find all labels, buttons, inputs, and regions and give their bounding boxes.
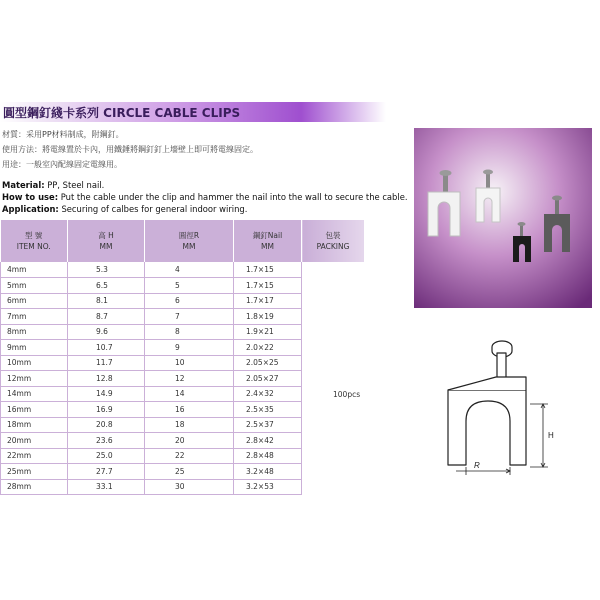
height-cell: 14.9 [68, 386, 145, 402]
height-cell: 10.7 [68, 340, 145, 356]
nail-cell: 2.05×25 [234, 355, 302, 371]
nail-cell: 2.5×35 [234, 402, 302, 418]
item-no-cell: 14mm [1, 386, 68, 402]
height-cell: 23.6 [68, 433, 145, 449]
radius-cell: 18 [145, 417, 234, 433]
application-label: Application: [2, 204, 59, 214]
height-cell: 33.1 [68, 479, 145, 495]
radius-cell: 25 [145, 464, 234, 480]
item-no-cell: 28mm [1, 479, 68, 495]
how-to-use-line [2, 192, 408, 202]
item-no-cell: 9mm [1, 340, 68, 356]
application-cn: 用途：一般室內配線固定電線用。 [2, 160, 122, 169]
table-row [1, 433, 365, 449]
usage-cn: 使用方法：將電線置於卡內，用鐵錘將鋼釘釘上墻壁上即可將電線固定。 [2, 145, 258, 154]
nail-cell: 1.7×17 [234, 293, 302, 309]
packing-cell [302, 355, 365, 371]
item-no-cell: 6mm [1, 293, 68, 309]
radius-cell: 6 [145, 293, 234, 309]
nail-cell: 3.2×53 [234, 479, 302, 495]
height-cell: 5.3 [68, 262, 145, 278]
table-row [1, 293, 365, 309]
nail-cell: 2.0×22 [234, 340, 302, 356]
item-no-cell: 18mm [1, 417, 68, 433]
item-no-cell: 25mm [1, 464, 68, 480]
nail-cell: 1.7×15 [234, 278, 302, 294]
material-line [2, 180, 104, 190]
r-label: R [474, 461, 480, 470]
height-cell: 8.7 [68, 309, 145, 325]
nail-cell: 3.2×48 [234, 464, 302, 480]
height-cell: 9.6 [68, 324, 145, 340]
item-no-cell: 12mm [1, 371, 68, 387]
header-packing: 包裝 PACKING [302, 220, 365, 262]
table-row [1, 371, 365, 387]
radius-cell: 9 [145, 340, 234, 356]
packing-cell [302, 371, 365, 387]
packing-cell [302, 262, 365, 278]
height-cell: 6.5 [68, 278, 145, 294]
table-row [1, 417, 365, 433]
product-photo [414, 128, 592, 308]
radius-cell: 14 [145, 386, 234, 402]
packing-cell [302, 402, 365, 418]
clip-diagram [430, 335, 560, 485]
item-no-cell: 16mm [1, 402, 68, 418]
header-height: 高 H MM [68, 220, 145, 262]
radius-cell: 8 [145, 324, 234, 340]
nail-cell: 1.8×19 [234, 309, 302, 325]
table-row [1, 355, 365, 371]
application-line [2, 204, 247, 214]
table-row [1, 464, 365, 480]
table-row [1, 386, 365, 402]
item-no-cell: 20mm [1, 433, 68, 449]
packing-cell [302, 324, 365, 340]
radius-cell: 10 [145, 355, 234, 371]
height-cell: 25.0 [68, 448, 145, 464]
radius-cell: 20 [145, 433, 234, 449]
nail-cell: 1.9×21 [234, 324, 302, 340]
packing-cell [302, 479, 365, 495]
packing-cell [302, 464, 365, 480]
table-row [1, 402, 365, 418]
how-to-use-text: Put the cable under the clip and hammer the nail into the wall to secure the cable. [58, 192, 408, 202]
nail-cell: 2.05×27 [234, 371, 302, 387]
nail-cell: 2.8×42 [234, 433, 302, 449]
title-bar [0, 102, 386, 122]
height-cell: 11.7 [68, 355, 145, 371]
table-row [1, 340, 365, 356]
spec-table [0, 220, 365, 495]
nail-cell: 2.5×37 [234, 417, 302, 433]
item-no-cell: 4mm [1, 262, 68, 278]
radius-cell: 16 [145, 402, 234, 418]
header-item-no: 型 號 ITEM NO. [1, 220, 68, 262]
table-row [1, 309, 365, 325]
material-text: PP, Steel nail. [44, 180, 105, 190]
height-cell: 8.1 [68, 293, 145, 309]
page-title: 圓型鋼釘綫卡系列 CIRCLE CABLE CLIPS [3, 106, 241, 120]
packing-cell [302, 278, 365, 294]
height-cell: 27.7 [68, 464, 145, 480]
packing-value: 100pcs [333, 390, 361, 399]
packing-cell [302, 433, 365, 449]
radius-cell: 30 [145, 479, 234, 495]
spec-table-body [1, 262, 365, 495]
item-no-cell: 8mm [1, 324, 68, 340]
nail-cell: 2.8×48 [234, 448, 302, 464]
radius-cell: 12 [145, 371, 234, 387]
item-no-cell: 22mm [1, 448, 68, 464]
radius-cell: 4 [145, 262, 234, 278]
height-cell: 16.9 [68, 402, 145, 418]
radius-cell: 5 [145, 278, 234, 294]
material-label: Material: [2, 180, 45, 190]
item-no-cell: 7mm [1, 309, 68, 325]
material-cn: 材質：采用PP材料制成，附鋼釘。 [2, 130, 124, 139]
header-nail: 鋼釘Nail MM [234, 220, 302, 262]
packing-cell [302, 448, 365, 464]
item-no-cell: 10mm [1, 355, 68, 371]
table-row [1, 324, 365, 340]
table-row [1, 448, 365, 464]
header-radius: 圓徑R MM [145, 220, 234, 262]
packing-cell [302, 340, 365, 356]
height-cell: 12.8 [68, 371, 145, 387]
table-header-row [1, 220, 365, 262]
how-to-use-label: How to use: [2, 192, 59, 202]
table-row [1, 479, 365, 495]
nail-cell: 1.7×15 [234, 262, 302, 278]
radius-cell: 22 [145, 448, 234, 464]
packing-cell [302, 293, 365, 309]
item-no-cell: 5mm [1, 278, 68, 294]
table-row [1, 278, 365, 294]
height-cell: 20.8 [68, 417, 145, 433]
application-text: Securing of calbes for general indoor wiring. [58, 204, 248, 214]
nail-cell: 2.4×32 [234, 386, 302, 402]
table-row [1, 262, 365, 278]
radius-cell: 7 [145, 309, 234, 325]
h-label: H [548, 431, 554, 440]
packing-cell [302, 417, 365, 433]
packing-cell [302, 309, 365, 325]
